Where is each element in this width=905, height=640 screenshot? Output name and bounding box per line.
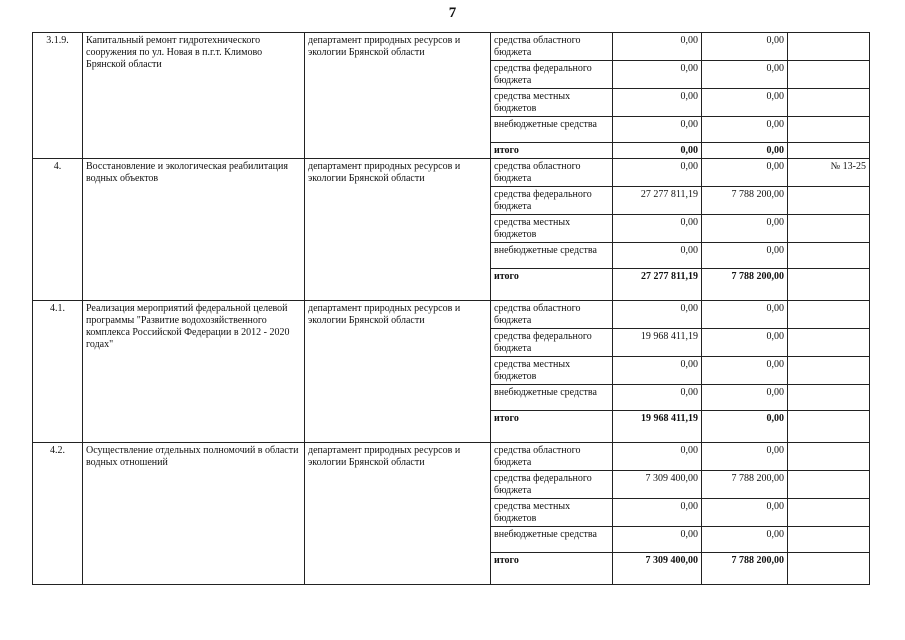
table-row <box>33 301 870 329</box>
note-cell <box>788 527 870 553</box>
total-label: итого <box>491 411 613 443</box>
amount-col-2: 0,00 <box>702 89 788 117</box>
note-cell <box>788 553 870 585</box>
note-cell <box>788 61 870 89</box>
amount-col-1: 0,00 <box>613 89 702 117</box>
page-number: 7 <box>448 5 457 21</box>
amount-col-1: 0,00 <box>613 61 702 89</box>
amount-col-2: 0,00 <box>702 443 788 471</box>
table-row <box>33 443 870 471</box>
item-name: Осуществление отдельных полномочий в области водных отношений <box>83 443 305 585</box>
funding-source: средства местных бюджетов <box>491 499 613 527</box>
funding-source: средства федерального бюджета <box>491 187 613 215</box>
funding-source: средства областного бюджета <box>491 443 613 471</box>
amount-col-2: 0,00 <box>702 243 788 269</box>
amount-col-1: 0,00 <box>613 527 702 553</box>
note-cell <box>788 329 870 357</box>
amount-col-2: 0,00 <box>702 33 788 61</box>
amount-col-1: 27 277 811,19 <box>613 269 702 301</box>
total-label: итого <box>491 143 613 159</box>
amount-col-2: 0,00 <box>702 61 788 89</box>
amount-col-1: 7 309 400,00 <box>613 553 702 585</box>
amount-col-2: 7 788 200,00 <box>702 187 788 215</box>
amount-col-1: 0,00 <box>613 243 702 269</box>
amount-col-1: 0,00 <box>613 143 702 159</box>
amount-col-2: 0,00 <box>702 357 788 385</box>
note-cell <box>788 301 870 329</box>
amount-col-1: 0,00 <box>613 159 702 187</box>
note-cell <box>788 243 870 269</box>
table-row <box>33 33 870 61</box>
item-name: Восстановление и экологическая реабилитация водных объектов <box>83 159 305 301</box>
funding-source: средства федерального бюджета <box>491 61 613 89</box>
amount-col-2: 0,00 <box>702 499 788 527</box>
amount-col-1: 0,00 <box>613 443 702 471</box>
funding-source: средства областного бюджета <box>491 33 613 61</box>
table-row <box>33 159 870 187</box>
amount-col-1: 0,00 <box>613 499 702 527</box>
funding-source: средства областного бюджета <box>491 159 613 187</box>
note-cell <box>788 89 870 117</box>
amount-col-2: 0,00 <box>702 527 788 553</box>
note-cell <box>788 499 870 527</box>
amount-col-2: 0,00 <box>702 411 788 443</box>
item-number: 4.2. <box>33 443 83 585</box>
funding-source: средства местных бюджетов <box>491 89 613 117</box>
amount-col-2: 0,00 <box>702 215 788 243</box>
amount-col-1: 19 968 411,19 <box>613 411 702 443</box>
amount-col-2: 7 788 200,00 <box>702 471 788 499</box>
item-number: 3.1.9. <box>33 33 83 159</box>
amount-col-1: 0,00 <box>613 357 702 385</box>
amount-col-2: 7 788 200,00 <box>702 553 788 585</box>
note-cell: № 13-25 <box>788 159 870 187</box>
note-cell <box>788 187 870 215</box>
amount-col-2: 0,00 <box>702 159 788 187</box>
item-executor: департамент природных ресурсов и экологии Брянской области <box>305 159 491 301</box>
item-name: Капитальный ремонт гидротехнического сооружения по ул. Новая в п.г.т. Климово Брянской области <box>83 33 305 159</box>
note-cell <box>788 33 870 61</box>
note-cell <box>788 357 870 385</box>
note-cell <box>788 443 870 471</box>
amount-col-1: 19 968 411,19 <box>613 329 702 357</box>
budget-table <box>32 32 870 585</box>
total-label: итого <box>491 269 613 301</box>
amount-col-1: 0,00 <box>613 301 702 329</box>
amount-col-1: 27 277 811,19 <box>613 187 702 215</box>
note-cell <box>788 143 870 159</box>
item-executor: департамент природных ресурсов и экологии Брянской области <box>305 33 491 159</box>
item-executor: департамент природных ресурсов и экологии Брянской области <box>305 443 491 585</box>
note-cell <box>788 411 870 443</box>
funding-source: средства местных бюджетов <box>491 357 613 385</box>
funding-source: средства федерального бюджета <box>491 329 613 357</box>
funding-source: внебюджетные средства <box>491 243 613 269</box>
amount-col-1: 0,00 <box>613 117 702 143</box>
note-cell <box>788 269 870 301</box>
amount-col-2: 0,00 <box>702 143 788 159</box>
funding-source: средства областного бюджета <box>491 301 613 329</box>
amount-col-2: 0,00 <box>702 385 788 411</box>
amount-col-1: 0,00 <box>613 385 702 411</box>
funding-source: внебюджетные средства <box>491 117 613 143</box>
amount-col-2: 0,00 <box>702 329 788 357</box>
amount-col-1: 0,00 <box>613 215 702 243</box>
item-number: 4. <box>33 159 83 301</box>
funding-source: внебюджетные средства <box>491 527 613 553</box>
note-cell <box>788 385 870 411</box>
budget-table-body <box>33 33 870 585</box>
item-executor: департамент природных ресурсов и экологии Брянской области <box>305 301 491 443</box>
funding-source: внебюджетные средства <box>491 385 613 411</box>
note-cell <box>788 117 870 143</box>
item-number: 4.1. <box>33 301 83 443</box>
amount-col-1: 0,00 <box>613 33 702 61</box>
amount-col-1: 7 309 400,00 <box>613 471 702 499</box>
note-cell <box>788 471 870 499</box>
note-cell <box>788 215 870 243</box>
total-label: итого <box>491 553 613 585</box>
item-name: Реализация мероприятий федеральной целевой программы "Развитие водохозяйственного комплекса Российской Федерации в 2012 - 2020 годах" <box>83 301 305 443</box>
amount-col-2: 7 788 200,00 <box>702 269 788 301</box>
amount-col-2: 0,00 <box>702 117 788 143</box>
funding-source: средства федерального бюджета <box>491 471 613 499</box>
amount-col-2: 0,00 <box>702 301 788 329</box>
funding-source: средства местных бюджетов <box>491 215 613 243</box>
